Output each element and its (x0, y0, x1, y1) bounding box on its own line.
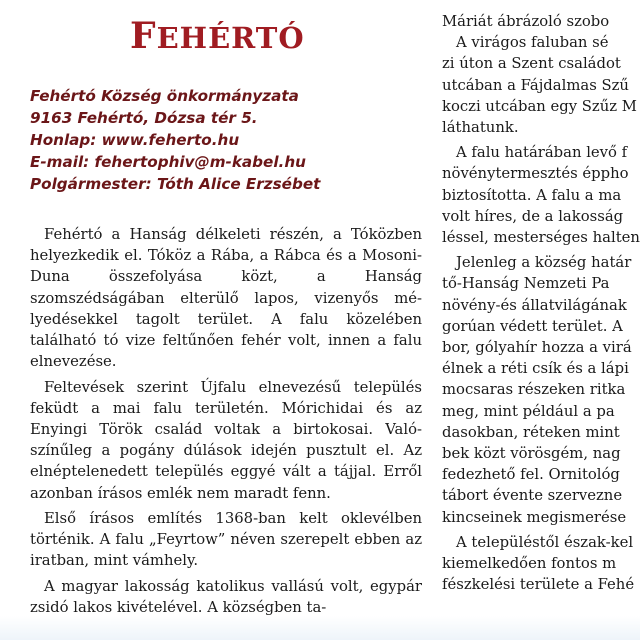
contact-mayor: Polgármester: Tóth Alice Erzsébet (30, 175, 321, 193)
text-line: növény-és állatvilágának (442, 296, 627, 314)
text-line: bek közt vörösgém, nag (442, 445, 621, 463)
page-title (130, 12, 422, 62)
contact-block (30, 85, 422, 195)
paragraph: Fehértó a Hanság délkeleti részén, a Tóközben helyezkedik el. Tóköz a Rába, a Rábca és a Mosoni-Duna összefolyása közt, a Hanság szomszédságában elterülő lapos, vizenyős mélyedésekkel tagolt terület. A falu közelében található tó vize feltűnően fehér volt, innen a falu elnevezése. (30, 226, 422, 371)
paragraph: Első írásos említés 1368-ban kelt oklevélben történik. A falu „Feyrtow” néven szerepelt ebben az iratban, mint vámhely. (30, 510, 422, 570)
text-line: gorúan védett terület. A (442, 317, 623, 335)
text-line: tő-Hanság Nemzeti Pa (442, 275, 610, 293)
text-line: tábort évente szervezne (442, 487, 623, 505)
paragraph: A magyar lakosság katolikus vallású volt, egypár zsidó lakos kivételével. A községben ta- (30, 577, 422, 617)
text-line: léssel, mesterséges halten (442, 229, 640, 247)
title-initial: F (130, 15, 157, 57)
text-line: A falu határában levő f (456, 144, 628, 162)
right-column (442, 11, 640, 595)
left-column (30, 0, 422, 622)
text-line: Jelenleg a község határ (456, 254, 632, 272)
text-line: kiemelkedően fontos m (442, 555, 617, 573)
text-line: bor, gólyahír hozza a virá (442, 339, 632, 357)
text-line: meg, mint például a pa (442, 402, 615, 420)
paragraph: Feltevések szerint Újfalu elnevezésű település feküdt a mai falu területén. Mórichidai és az Enyingi Török család voltak a birtokosai. Valószínűleg a pogány dúlások idején pusztult el. Az elnéptelenedett település eggyé vált a tájjal. Erről azonban írásos emlék nem maradt fenn. (30, 378, 422, 502)
text-line: kincseinek megismerése (442, 508, 627, 526)
text-line: koczi utcában egy Szűz M (442, 97, 637, 115)
text-line: láthatunk. (442, 119, 519, 137)
contact-address: 9163 Fehértó, Dózsa tér 5. (30, 109, 258, 127)
contact-org: Fehértó Község önkormányzata (30, 87, 299, 105)
text-line: A virágos faluban sé (456, 34, 609, 52)
text-line: zi úton a Szent családot (442, 55, 621, 73)
text-line: utcában a Fájdalmas Szű (442, 76, 629, 94)
text-line: dasokban, réteken mint (442, 423, 620, 441)
title-rest: EHÉRTÓ (156, 21, 305, 55)
contact-email: E-mail: fehertophiv@m-kabel.hu (30, 153, 306, 171)
text-line: növénytermesztés éppho (442, 165, 629, 183)
text-line: A településtől észak-kel (456, 533, 634, 551)
left-body-text (30, 224, 422, 618)
text-line: élnek a réti csík és a lápi (442, 360, 629, 378)
text-line: biztosította. A falu a ma (442, 186, 622, 204)
text-line: Máriát ábrázoló szobo (442, 13, 610, 30)
contact-homepage: Honlap: www.feherto.hu (30, 131, 240, 149)
text-line: volt híres, de a lakosság (442, 207, 624, 225)
text-line: mocsaras részeken ritka (442, 381, 626, 399)
text-line: fedezhető fel. Ornitológ (442, 466, 620, 484)
text-line: fészkelési területe a Fehé (442, 576, 635, 594)
